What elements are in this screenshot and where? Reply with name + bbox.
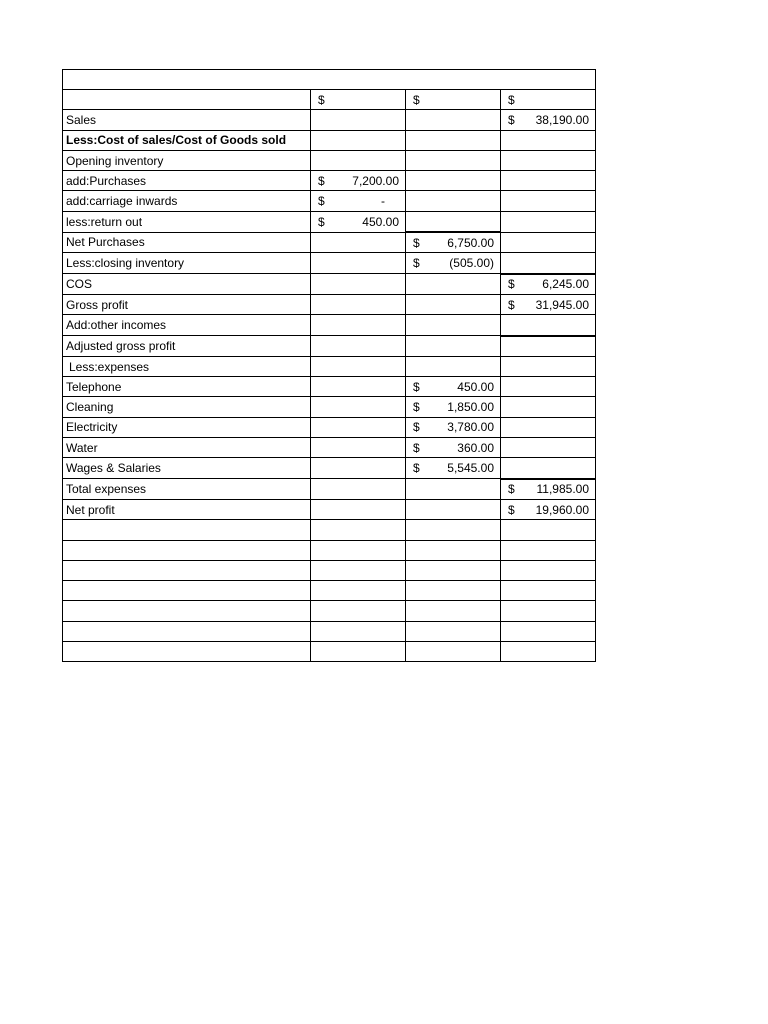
value-cell-col2[interactable] (406, 274, 501, 295)
value-cell-col3[interactable] (501, 191, 596, 211)
amount: 6,750.00 (447, 235, 494, 250)
value-cell-col3[interactable] (501, 479, 596, 500)
value-cell-col3[interactable] (501, 356, 596, 376)
value-cell-col2[interactable] (406, 150, 501, 170)
row-label-cell[interactable]: less:return out (63, 211, 311, 232)
currency-symbol: $ (413, 461, 420, 476)
value-cell-col1[interactable] (311, 336, 406, 357)
amount: 38,190.00 (535, 112, 589, 127)
table-row (63, 110, 596, 130)
currency-symbol: $ (508, 112, 515, 127)
table-row (63, 520, 596, 540)
value-cell-col1[interactable] (311, 621, 406, 641)
table-row (63, 90, 596, 110)
row-label-cell[interactable] (63, 540, 311, 560)
money-value (504, 298, 592, 312)
value-cell-col3[interactable] (501, 458, 596, 479)
value-cell-col1[interactable] (311, 171, 406, 191)
row-label-cell[interactable] (63, 560, 311, 580)
value-cell-col3[interactable] (501, 130, 596, 150)
value-cell-col2[interactable] (406, 540, 501, 560)
value-cell-col2[interactable] (406, 253, 501, 274)
value-cell-col1[interactable] (311, 581, 406, 601)
value-cell-col2[interactable] (406, 397, 501, 417)
value-cell-col1[interactable] (311, 232, 406, 253)
value-cell-col1[interactable] (311, 130, 406, 150)
money-value (314, 215, 402, 229)
value-cell-col1[interactable] (311, 274, 406, 295)
income-statement-table (62, 69, 596, 662)
money-value (409, 441, 497, 455)
title-row (63, 70, 596, 90)
table-row (63, 191, 596, 211)
table-row (63, 458, 596, 479)
value-cell-col2[interactable] (406, 377, 501, 397)
value-cell-col1[interactable] (311, 356, 406, 376)
value-cell-col1[interactable] (311, 601, 406, 621)
value-cell-col3[interactable] (501, 601, 596, 621)
currency-symbol: $ (413, 92, 420, 107)
amount: (505.00) (449, 256, 494, 271)
value-cell-col3[interactable] (501, 540, 596, 560)
value-cell-col3[interactable] (501, 520, 596, 540)
value-cell-col3[interactable] (501, 211, 596, 232)
table-row (63, 601, 596, 621)
value-cell-col3[interactable] (501, 417, 596, 437)
title-cell[interactable] (63, 70, 596, 90)
value-cell-col2[interactable] (406, 191, 501, 211)
table-row (63, 253, 596, 274)
row-label-cell[interactable]: add:carriage inwards (63, 191, 311, 211)
row-label-cell[interactable]: Net profit (63, 499, 311, 519)
row-label-cell[interactable] (63, 90, 311, 110)
row-label-cell[interactable] (63, 621, 311, 641)
row-label-cell[interactable] (63, 601, 311, 621)
value-cell-col2[interactable] (406, 294, 501, 314)
value-cell-col1[interactable] (311, 90, 406, 110)
value-cell-col1[interactable] (311, 377, 406, 397)
amount: 31,945.00 (535, 297, 589, 312)
money-value (409, 420, 497, 434)
value-cell-col3[interactable] (501, 397, 596, 417)
amount: 6,245.00 (542, 277, 589, 292)
amount: 450.00 (362, 214, 399, 229)
money-value (409, 236, 497, 250)
row-label-cell[interactable]: Opening inventory (63, 150, 311, 170)
row-label-cell[interactable]: Net Purchases (63, 232, 311, 253)
money-value (504, 277, 592, 291)
money-value (409, 93, 497, 107)
currency-symbol: $ (413, 440, 420, 455)
row-label-cell[interactable]: Less:Cost of sales/Cost of Goods sold (63, 130, 311, 150)
value-cell-col1[interactable] (311, 315, 406, 336)
value-cell-col3[interactable] (501, 315, 596, 336)
row-label-cell[interactable]: Gross profit (63, 294, 311, 314)
value-cell-col1[interactable] (311, 397, 406, 417)
money-value (409, 256, 497, 270)
value-cell-col1[interactable] (311, 110, 406, 130)
value-cell-col2[interactable] (406, 171, 501, 191)
value-cell-col3[interactable] (501, 232, 596, 253)
value-cell-col1[interactable] (311, 417, 406, 437)
row-label-cell[interactable]: Water (63, 438, 311, 458)
currency-symbol: $ (318, 194, 325, 209)
value-cell-col1[interactable] (311, 294, 406, 314)
value-cell-col1[interactable] (311, 642, 406, 662)
amount: 11,985.00 (536, 482, 589, 497)
value-cell-col2[interactable] (406, 90, 501, 110)
value-cell-col2[interactable] (406, 601, 501, 621)
value-cell-col1[interactable] (311, 150, 406, 170)
currency-symbol: $ (508, 297, 515, 312)
value-cell-col2[interactable] (406, 479, 501, 500)
value-cell-col3[interactable] (501, 253, 596, 274)
row-label-cell[interactable] (63, 520, 311, 540)
table-row (63, 438, 596, 458)
value-cell-col1[interactable] (311, 479, 406, 500)
table-row (63, 581, 596, 601)
currency-symbol: $ (318, 92, 325, 107)
row-label-cell[interactable]: Cleaning (63, 397, 311, 417)
row-label-cell[interactable]: Less:closing inventory (63, 253, 311, 274)
currency-symbol: $ (508, 92, 515, 107)
value-cell-col3[interactable] (501, 438, 596, 458)
table-row (63, 336, 596, 357)
currency-symbol: $ (508, 277, 515, 292)
table-body (63, 70, 596, 662)
currency-symbol: $ (318, 214, 325, 229)
amount: - (381, 194, 385, 209)
value-cell-col3[interactable] (501, 171, 596, 191)
value-cell-col3[interactable] (501, 621, 596, 641)
money-value (314, 174, 402, 188)
value-cell-col2[interactable] (406, 356, 501, 376)
table-row (63, 211, 596, 232)
table-row (63, 274, 596, 295)
value-cell-col2[interactable] (406, 110, 501, 130)
value-cell-col2[interactable] (406, 458, 501, 479)
table-row (63, 294, 596, 314)
value-cell-col1[interactable] (311, 211, 406, 232)
value-cell-col1[interactable] (311, 560, 406, 580)
row-label-cell[interactable]: Electricity (63, 417, 311, 437)
value-cell-col2[interactable] (406, 130, 501, 150)
row-label-cell[interactable]: Telephone (63, 377, 311, 397)
row-label-cell[interactable]: Wages & Salaries (63, 458, 311, 479)
currency-symbol: $ (413, 235, 420, 250)
money-value (504, 93, 592, 107)
value-cell-col2[interactable] (406, 232, 501, 253)
value-cell-col1[interactable] (311, 520, 406, 540)
amount: 3,780.00 (447, 420, 494, 435)
money-value (504, 113, 592, 127)
currency-symbol: $ (413, 256, 420, 271)
value-cell-col1[interactable] (311, 191, 406, 211)
table-row (63, 560, 596, 580)
row-label-cell[interactable] (63, 642, 311, 662)
amount: 5,545.00 (447, 461, 494, 476)
value-cell-col1[interactable] (311, 499, 406, 519)
value-cell-col3[interactable] (501, 336, 596, 357)
value-cell-col2[interactable] (406, 438, 501, 458)
row-label-cell[interactable]: Adjusted gross profit (63, 336, 311, 357)
value-cell-col3[interactable] (501, 377, 596, 397)
currency-symbol: $ (508, 482, 515, 497)
currency-symbol: $ (413, 420, 420, 435)
value-cell-col3[interactable] (501, 110, 596, 130)
money-value (504, 503, 592, 517)
currency-symbol: $ (413, 400, 420, 415)
value-cell-col3[interactable] (501, 581, 596, 601)
value-cell-col2[interactable] (406, 560, 501, 580)
table-row (63, 232, 596, 253)
table-row (63, 417, 596, 437)
table-row (63, 397, 596, 417)
table-row (63, 540, 596, 560)
money-value (504, 482, 592, 496)
table-row (63, 479, 596, 500)
currency-symbol: $ (508, 502, 515, 517)
money-value (314, 93, 402, 107)
table-row (63, 171, 596, 191)
amount: 1,850.00 (447, 400, 494, 415)
amount: 360.00 (457, 440, 494, 455)
value-cell-col2[interactable] (406, 211, 501, 232)
value-cell-col3[interactable] (501, 90, 596, 110)
value-cell-col2[interactable] (406, 315, 501, 336)
row-label-cell[interactable]: Total expenses (63, 479, 311, 500)
money-value (409, 400, 497, 414)
money-value (409, 380, 497, 394)
row-label-cell[interactable]: Add:other incomes (63, 315, 311, 336)
money-value (409, 461, 497, 475)
value-cell-col2[interactable] (406, 417, 501, 437)
value-cell-col1[interactable] (311, 458, 406, 479)
table-row (63, 150, 596, 170)
value-cell-col3[interactable] (501, 274, 596, 295)
table-row (63, 356, 596, 376)
value-cell-col2[interactable] (406, 499, 501, 519)
table-row (63, 130, 596, 150)
value-cell-col2[interactable] (406, 520, 501, 540)
value-cell-col3[interactable] (501, 294, 596, 314)
value-cell-col1[interactable] (311, 253, 406, 274)
currency-symbol: $ (413, 379, 420, 394)
table-row (63, 377, 596, 397)
table-row (63, 642, 596, 662)
table-row (63, 315, 596, 336)
value-cell-col2[interactable] (406, 336, 501, 357)
table-row (63, 621, 596, 641)
amount: 450.00 (457, 379, 494, 394)
row-label-cell[interactable]: Less:expenses (63, 356, 311, 376)
row-label-cell[interactable]: COS (63, 274, 311, 295)
value-cell-col3[interactable] (501, 499, 596, 519)
row-label-cell[interactable] (63, 581, 311, 601)
value-cell-col2[interactable] (406, 642, 501, 662)
amount: 19,960.00 (535, 502, 589, 517)
value-cell-col3[interactable] (501, 150, 596, 170)
value-cell-col2[interactable] (406, 581, 501, 601)
amount: 7,200.00 (352, 173, 399, 188)
currency-symbol: $ (318, 173, 325, 188)
value-cell-col1[interactable] (311, 540, 406, 560)
row-label-cell[interactable]: add:Purchases (63, 171, 311, 191)
row-label-cell[interactable]: Sales (63, 110, 311, 130)
table-row (63, 499, 596, 519)
money-value (314, 194, 402, 208)
value-cell-col2[interactable] (406, 621, 501, 641)
value-cell-col3[interactable] (501, 560, 596, 580)
value-cell-col3[interactable] (501, 642, 596, 662)
value-cell-col1[interactable] (311, 438, 406, 458)
